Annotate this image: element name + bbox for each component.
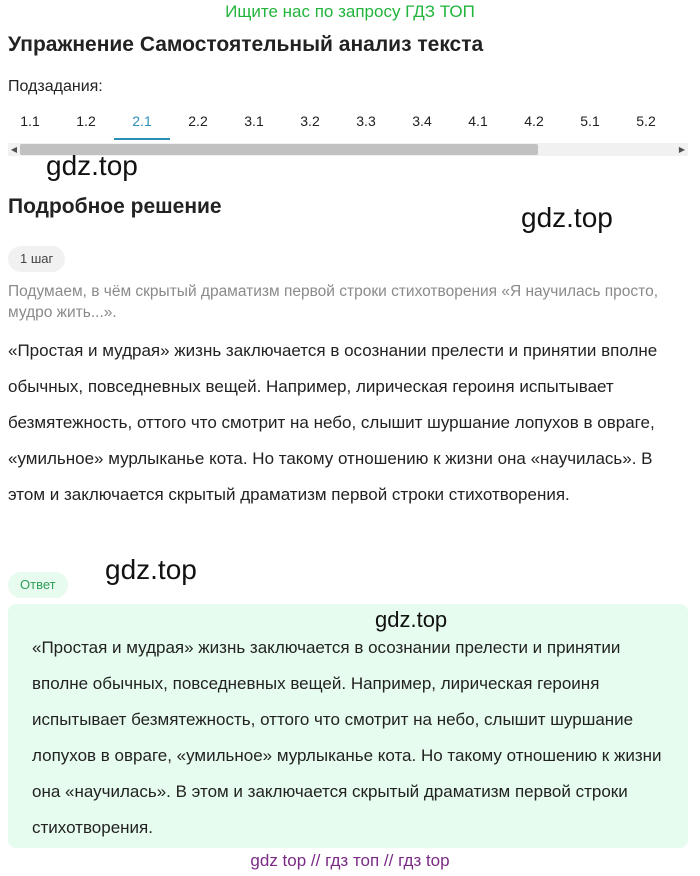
tab-2-1[interactable]: 2.1	[114, 104, 170, 140]
tab-1-2[interactable]: 1.2	[76, 113, 96, 129]
tab-4-2[interactable]: 4.2	[524, 113, 544, 129]
watermark: gdz.top	[46, 150, 138, 181]
tab-2-2[interactable]: 2.2	[188, 113, 208, 129]
promo-banner[interactable]: Ищите нас по запросу ГДЗ ТОП	[225, 2, 475, 21]
answer-badge: Ответ	[8, 572, 68, 598]
tab-5-1[interactable]: 5.1	[580, 113, 600, 129]
watermark: gdz.top	[521, 202, 613, 233]
tab-3-1[interactable]: 3.1	[244, 113, 264, 129]
tab-3-3[interactable]: 3.3	[356, 113, 376, 129]
tab-1-1[interactable]: 1.1	[20, 113, 40, 129]
subtasks-label: Подзадания:	[8, 78, 103, 95]
tab-5-2[interactable]: 5.2	[636, 113, 656, 129]
tab-3-4[interactable]: 3.4	[412, 113, 432, 129]
tab-3-2[interactable]: 3.2	[300, 113, 320, 129]
watermark: gdz.top	[375, 607, 448, 632]
solution-text: «Простая и мудрая» жизнь заключается в осознании прелести и принятии вполне обычных, повседневных вещей. Например, лирическая героиня испытывает безмятежность, оттого что смотрит на небо, слышит шуршание лопухов в овраге, «умильное» мурлыканье кота. Но такому отношению к жизни она «научилась». В этом и заключается скрытый драматизм первой строки стихотворения.	[8, 341, 658, 504]
solution-title: Подробное решение	[8, 195, 222, 218]
subtask-tabs	[0, 104, 700, 140]
page-title: Упражнение Самостоятельный анализ текста	[8, 33, 484, 56]
watermark: gdz.top	[105, 554, 197, 585]
scroll-right-icon[interactable]: ▶	[678, 145, 686, 154]
scroll-left-icon[interactable]: ◀	[10, 145, 18, 154]
step-badge: 1 шаг	[8, 246, 65, 272]
step-hint: Подумаем, в чём скрытый драматизм первой строки стихотворения «Я научилась просто, мудро жить...».	[8, 283, 659, 321]
answer-text: «Простая и мудрая» жизнь заключается в осознании прелести и принятии вполне обычных, повседневных вещей. Например, лирическая героиня испытывает безмятежность, оттого что смотрит на небо, слышит шуршание лопухов в овраге, «умильное» мурлыканье кота. Но такому отношению к жизни она «научилась». В этом и заключается скрытый драматизм первой строки стихотворения.	[32, 638, 662, 837]
tab-4-1[interactable]: 4.1	[468, 113, 488, 129]
footer-links[interactable]: gdz top // гдз топ // гдз top	[250, 851, 450, 870]
